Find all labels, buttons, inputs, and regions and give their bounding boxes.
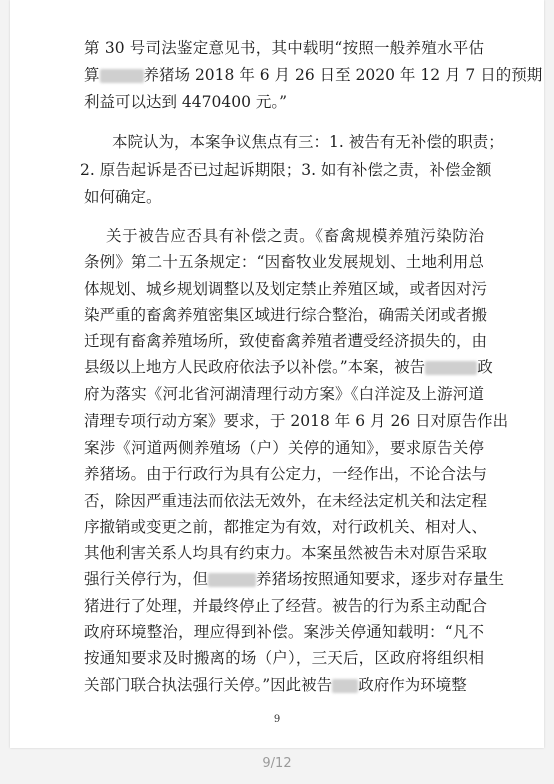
text-line: 序撤销或变更之前，都推定为有效，对行政机关、相对人、 <box>84 518 488 536</box>
text-line: 染严重的畜禽养殖密集区域进行综合整治，确需关闭或者搬 <box>84 306 488 324</box>
text-fragment: 养猪场按照通知要求，逐步对存量生 <box>256 570 505 588</box>
text-line: 利益可以达到 4470400 元。” <box>84 93 288 111</box>
text-line: 第 30 号司法鉴定意见书，其中载明“按照一般养殖水平估 <box>84 39 484 57</box>
page-counter: 9/12 <box>262 756 292 771</box>
paragraph-start-line: 关于被告应否具有补偿之责。《畜禽规模养殖污染防治 <box>106 227 484 245</box>
text-fragment: 县级以上地方人民政府依法予以补偿。”本案，被告 <box>84 358 426 376</box>
redaction-blur <box>425 361 477 375</box>
page-number: 9 <box>273 714 281 725</box>
redaction-blur <box>208 573 256 587</box>
redaction-blur <box>100 69 144 83</box>
redaction-blur <box>332 679 358 693</box>
text-fragment: 强行关停行为，但 <box>84 570 209 588</box>
text-line: 体规划、城乡规划调整以及划定禁止养殖区域，或者因对污 <box>84 280 488 298</box>
text-line <box>84 65 543 85</box>
text-line: 迁现有畜禽养殖场所，致使畜禽养殖者遭受经济损失的，由 <box>84 332 488 350</box>
text-line: 如何确定。 <box>84 188 162 206</box>
document-page <box>10 0 544 748</box>
text-fragment: 养猪场 2018 年 6 月 26 日至 2020 年 12 月 7 日的预期 <box>143 66 543 84</box>
text-line <box>84 675 484 695</box>
text-line: 府为落实《河北省河湖清理行动方案》《白洋淀及上游河道 <box>84 385 484 403</box>
text-fragment: 算 <box>84 66 100 84</box>
text-line <box>84 569 505 589</box>
text-line: 政府环境整治，理应得到补偿。案涉关停通知载明：“凡不 <box>84 623 484 641</box>
text-line: 按通知要求及时搬离的场（户），三天后，区政府将组织相 <box>84 649 484 667</box>
text-fragment: 政 <box>477 358 493 376</box>
text-fragment: 关部门联合执法强行关停。”因此被告 <box>84 676 333 694</box>
text-line: 否，除因严重违法而依法无效外，在未经法定机关和法定程 <box>84 492 488 510</box>
text-line <box>84 357 493 377</box>
text-line: 猪进行了处理，并最终停止了经营。被告的行为系主动配合 <box>84 597 488 615</box>
text-fragment: 政府作为环境整 <box>358 676 467 694</box>
paragraph-start-line: 本院认为，本案争议焦点有三：1. 被告有无补偿的职责； <box>112 133 504 151</box>
document-body <box>10 0 544 748</box>
text-line: 2. 原告起诉是否已过起诉期限；3. 如有补偿之责，补偿金额 <box>80 161 492 179</box>
text-line: 案涉《河道两侧养殖场（户）关停的通知》，要求原告关停 <box>84 439 484 457</box>
text-line: 清理专项行动方案》要求，于 2018 年 6 月 26 日对原告作出 <box>84 412 509 430</box>
text-line: 其他利害关系人均具有约束力。本案虽然被告未对原告采取 <box>84 544 488 562</box>
text-line: 养猪场。由于行政行为具有公定力，一经作出，不论合法与 <box>84 465 488 483</box>
text-line: 条例》第二十五条规定：“因畜牧业发展规划、土地利用总 <box>84 253 484 271</box>
